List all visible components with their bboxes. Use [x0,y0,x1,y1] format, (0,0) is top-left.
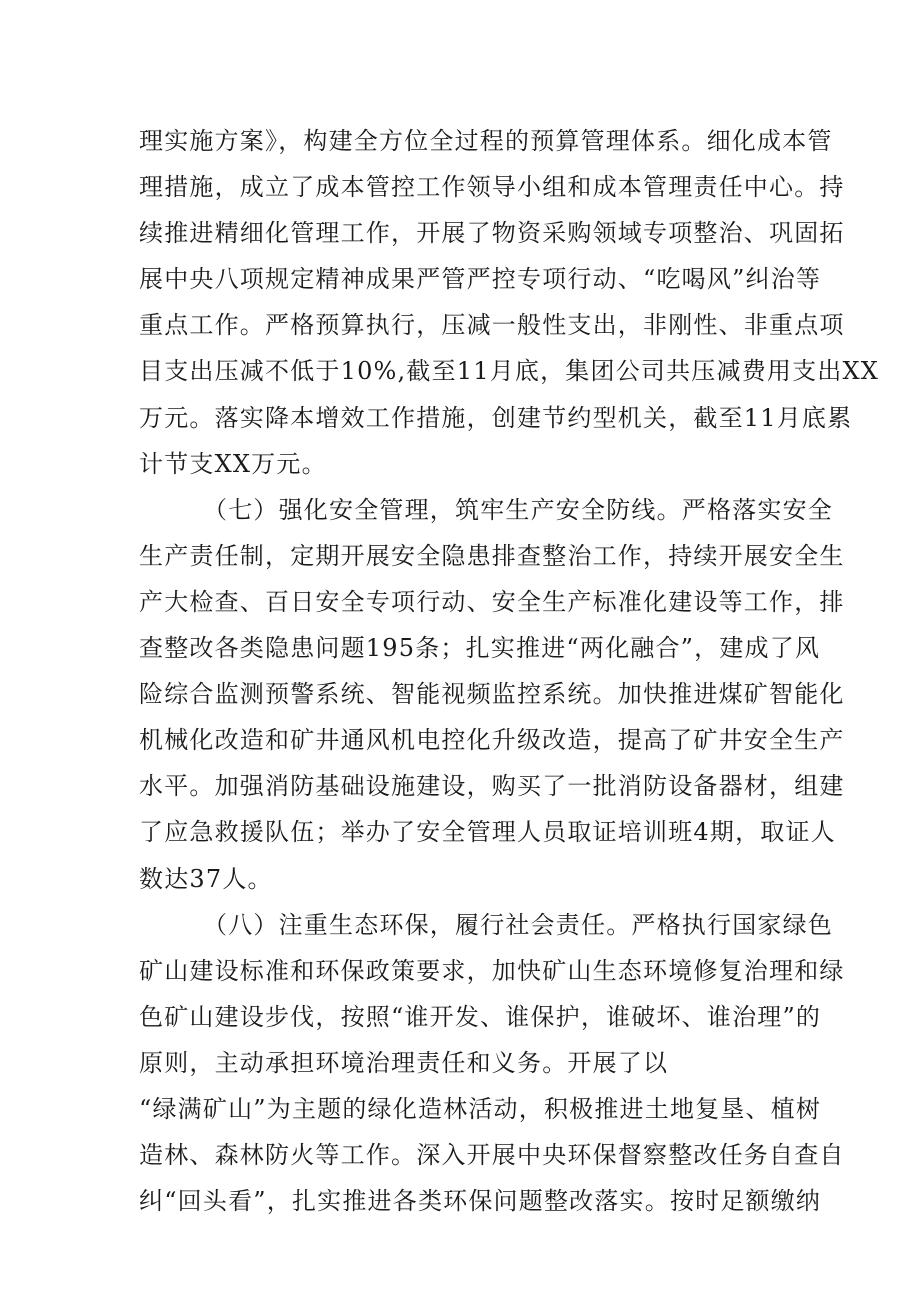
text-line: 计节支XX万元。 [139,449,327,478]
text-line: 造林、森林防火等工作。深入开展中央环保督察整改任务自查自 [139,1141,845,1170]
text-line: 原则，主动承担环境治理责任和义务。开展了以 [139,1048,669,1077]
body-text [139,118,880,1224]
text-line: 重点工作。严格预算执行，压减一般性支出，非刚性、非重点项 [139,311,845,340]
text-line: 色矿山建设步伐，按照“谁开发、谁保护，谁破坏、谁治理”的 [139,1002,822,1031]
text-line: 理实施方案》，构建全方位全过程的预算管理体系。细化成本管 [139,127,833,155]
section-heading-line: （八）注重生态环保，履行社会责任。严格执行国家绿色 [203,910,833,939]
section-heading-line: （七）强化安全管理，筑牢生产安全防线。严格落实安全 [203,495,833,524]
text-line: 万元。落实降本增效工作措施，创建节约型机关，截至11月底累 [139,403,853,432]
text-line: 数达37人。 [139,864,273,893]
text-line: 产大检查、百日安全专项行动、安全生产标准化建设等工作，排 [139,587,845,616]
text-line: 目支出压减不低于10%,截至11月底，集团公司共压减费用支出XX [139,357,880,386]
text-line: 查整改各类隐患问题195条；扎实推进“两化融合”，建成了风 [139,634,821,663]
text-line: 了应急救援队伍；举办了安全管理人员取证培训班4期，取证人 [139,818,836,847]
text-line: 纠“回头看”，扎实推进各类环保问题整改落实。按时足额缴纳 [139,1187,822,1216]
text-line: 矿山建设标准和环保政策要求，加快矿山生态环境修复治理和绿 [139,956,845,985]
text-line: 水平。加强消防基础设施建设，购买了一批消防设备器材，组建 [139,772,845,801]
text-line: 续推进精细化管理工作，开展了物资采购领域专项整治、巩固拓 [139,219,845,248]
text-line: “绿满矿山”为主题的绿化造林活动，积极推进土地复垦、植树 [139,1094,822,1123]
text-line: 生产责任制，定期开展安全隐患排查整治工作，持续开展安全生 [139,541,845,570]
text-line: 险综合监测预警系统、智能视频监控系统。加快推进煤矿智能化 [139,680,845,709]
text-line: 理措施，成立了成本管控工作领导小组和成本管理责任中心。持 [139,173,845,202]
text-line: 展中央八项规定精神成果严管严控专项行动、“吃喝风”纠治等 [139,265,822,294]
text-line: 机械化改造和矿井通风机电控化升级改造，提高了矿井安全生产 [139,726,845,755]
